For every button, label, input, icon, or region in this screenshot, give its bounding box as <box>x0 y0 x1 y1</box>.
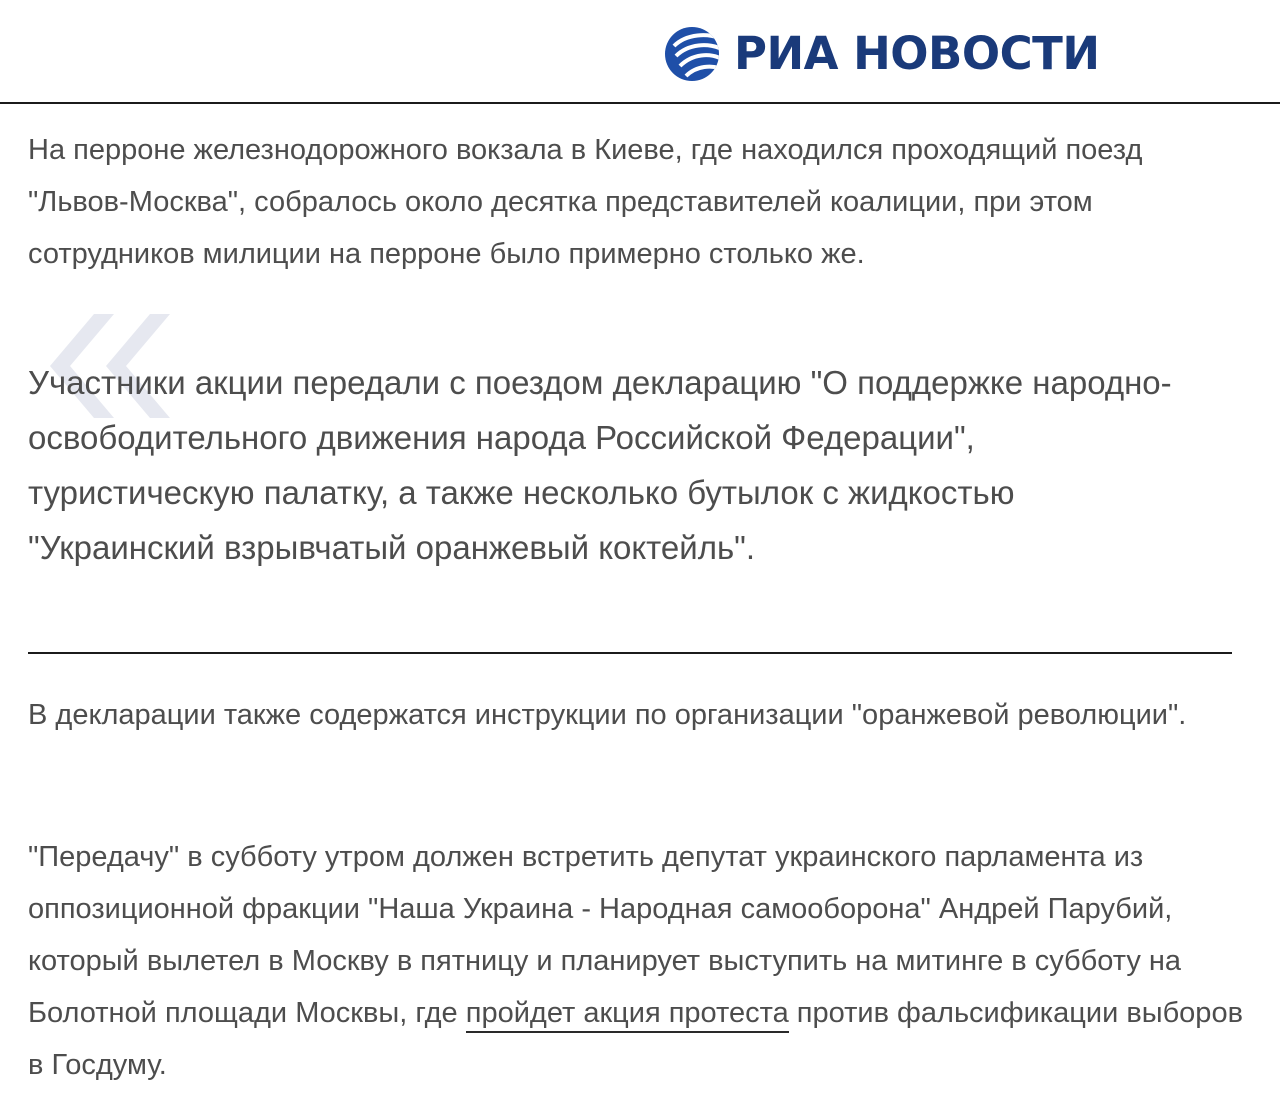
site-logo[interactable] <box>664 26 1100 82</box>
protest-link[interactable]: пройдет акция протеста <box>466 997 789 1033</box>
paragraph-text: "Передачу" в субботу утром должен встретить депутат украинского парламента из оппозиционной фракции "Наша Украина - Народная самооборона" Андрей Парубий, который вылетел в Москву в пятницу и планирует выступить на митинге в субботу на Болотной площади Москвы, где <box>28 841 1182 1029</box>
paragraph-text: против фальсификации выборов в Госдуму. <box>28 997 1243 1081</box>
site-header <box>0 0 1280 104</box>
article-paragraph <box>28 831 1248 1091</box>
quote-text: Участники акции передали с поездом декларацию "О поддержке народно-освободительного движения народа Российской Федерации", туристическую палатку, а также несколько бутылок с жидкостью "Украинский взрывчатый оранжевый коктейль". <box>28 364 1172 566</box>
article-paragraph: В декларации также содержатся инструкции по организации "оранжевой революции". <box>28 699 1187 731</box>
article-quote <box>28 300 1232 654</box>
ria-globe-icon <box>664 26 720 82</box>
article-paragraph: На перроне железнодорожного вокзала в Киеве, где находился проходящий поезд "Львов-Москва", собралось около десятка представителей коалиции, при этом сотрудников милиции на перроне было примерно столько же. <box>28 134 1143 270</box>
logo-text: РИА НОВОСТИ <box>734 27 1100 80</box>
